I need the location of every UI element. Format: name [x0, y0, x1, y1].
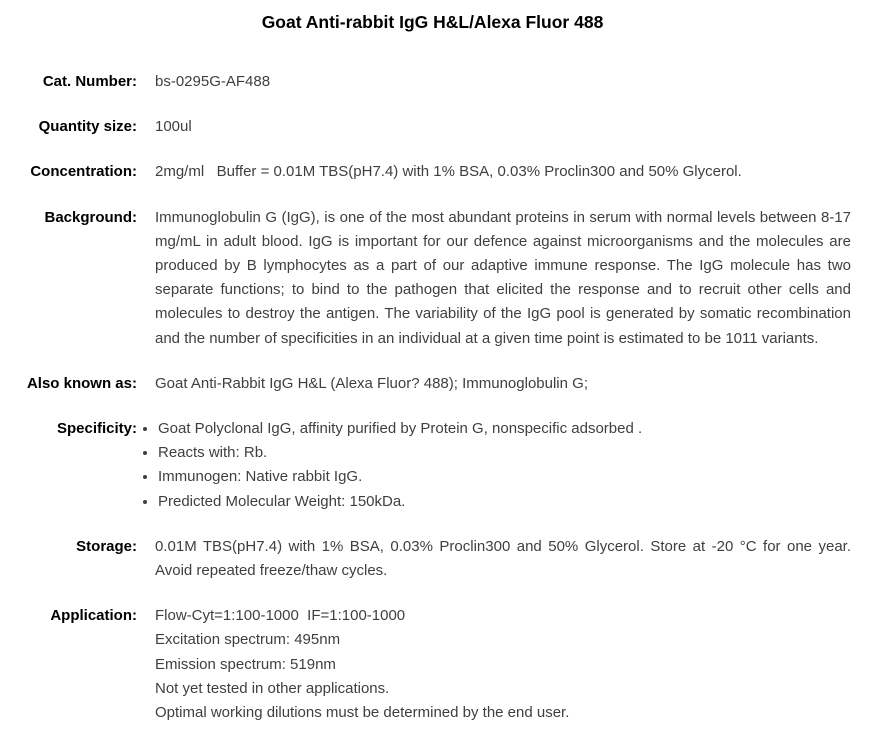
application-line: Not yet tested in other applications. [155, 679, 390, 697]
specificity-list [137, 417, 854, 514]
specificity-label: Specificity: [56, 420, 137, 438]
list-item: • Reacts with: Rb. [158, 441, 854, 465]
storage-value: 0.01M TBS(pH7.4) with 1% BSA, 0.03% Proclin300 and 50% Glycerol. Store at -20 °C for one year. Avoid repeated freeze/thaw cycles. [155, 537, 851, 580]
field-row-concentration [0, 160, 883, 184]
concentration-value: 2mg/ml Buffer = 0.01M TBS(pH7.4) with 1% BSA, 0.03% Proclin300 and 50% Glycerol. [155, 163, 742, 181]
field-row-also-known-as [0, 372, 883, 396]
concentration-label: Concentration: [30, 163, 137, 181]
application-line: Flow-Cyt=1:100-1000 IF=1:100-1000 [155, 607, 406, 625]
field-row-cat-number [0, 70, 883, 94]
quantity-size-label: Quantity size: [38, 118, 137, 136]
field-row-application [0, 604, 883, 725]
field-rows [0, 70, 883, 725]
quantity-size-value: 100ul [155, 118, 192, 136]
application-line: Optimal working dilutions must be determined by the end user. [155, 704, 570, 722]
background-label: Background: [44, 208, 137, 226]
application-label: Application: [50, 607, 137, 625]
field-row-specificity [0, 417, 883, 514]
background-value: Immunoglobulin G (IgG), is one of the most abundant proteins in serum with normal levels between 8-17 mg/mL in adult blood. IgG is important for our defence against microorganisms and the molecules are produced by B lymphocytes as a part of our adaptive immune response. The IgG molecule has two separate functions; to bind to the pathogen that elicited the response and to recruit other cells and molecules to destroy the antigen. The variability of the IgG pool is generated by somatic recombination and the number of specificities in an individual at a given time point is estimated to be 1011 variants. [155, 208, 851, 347]
application-line: Excitation spectrum: 495nm [155, 631, 341, 649]
list-item: • Immunogen: Native rabbit IgG. [158, 465, 854, 489]
list-item: • Goat Polyclonal IgG, affinity purified by Protein G, nonspecific adsorbed . [158, 417, 854, 441]
page-title: Goat Anti-rabbit IgG H&L/Alexa Fluor 488 [261, 12, 604, 32]
application-value [155, 604, 851, 725]
cat-number-label: Cat. Number: [42, 73, 137, 90]
also-known-as-label: Also known as: [26, 374, 137, 392]
field-row-storage [0, 535, 883, 583]
also-known-as-value: Goat Anti-Rabbit IgG H&L (Alexa Fluor? 488); Immunoglobulin G; [155, 374, 588, 392]
application-line: Emission spectrum: 519nm [155, 655, 336, 673]
field-row-background [0, 206, 883, 351]
list-item: • Predicted Molecular Weight: 150kDa. [158, 490, 854, 514]
cat-number-value: bs-0295G-AF488 [155, 73, 271, 90]
field-row-quantity-size [0, 115, 883, 139]
storage-label: Storage: [76, 537, 137, 555]
